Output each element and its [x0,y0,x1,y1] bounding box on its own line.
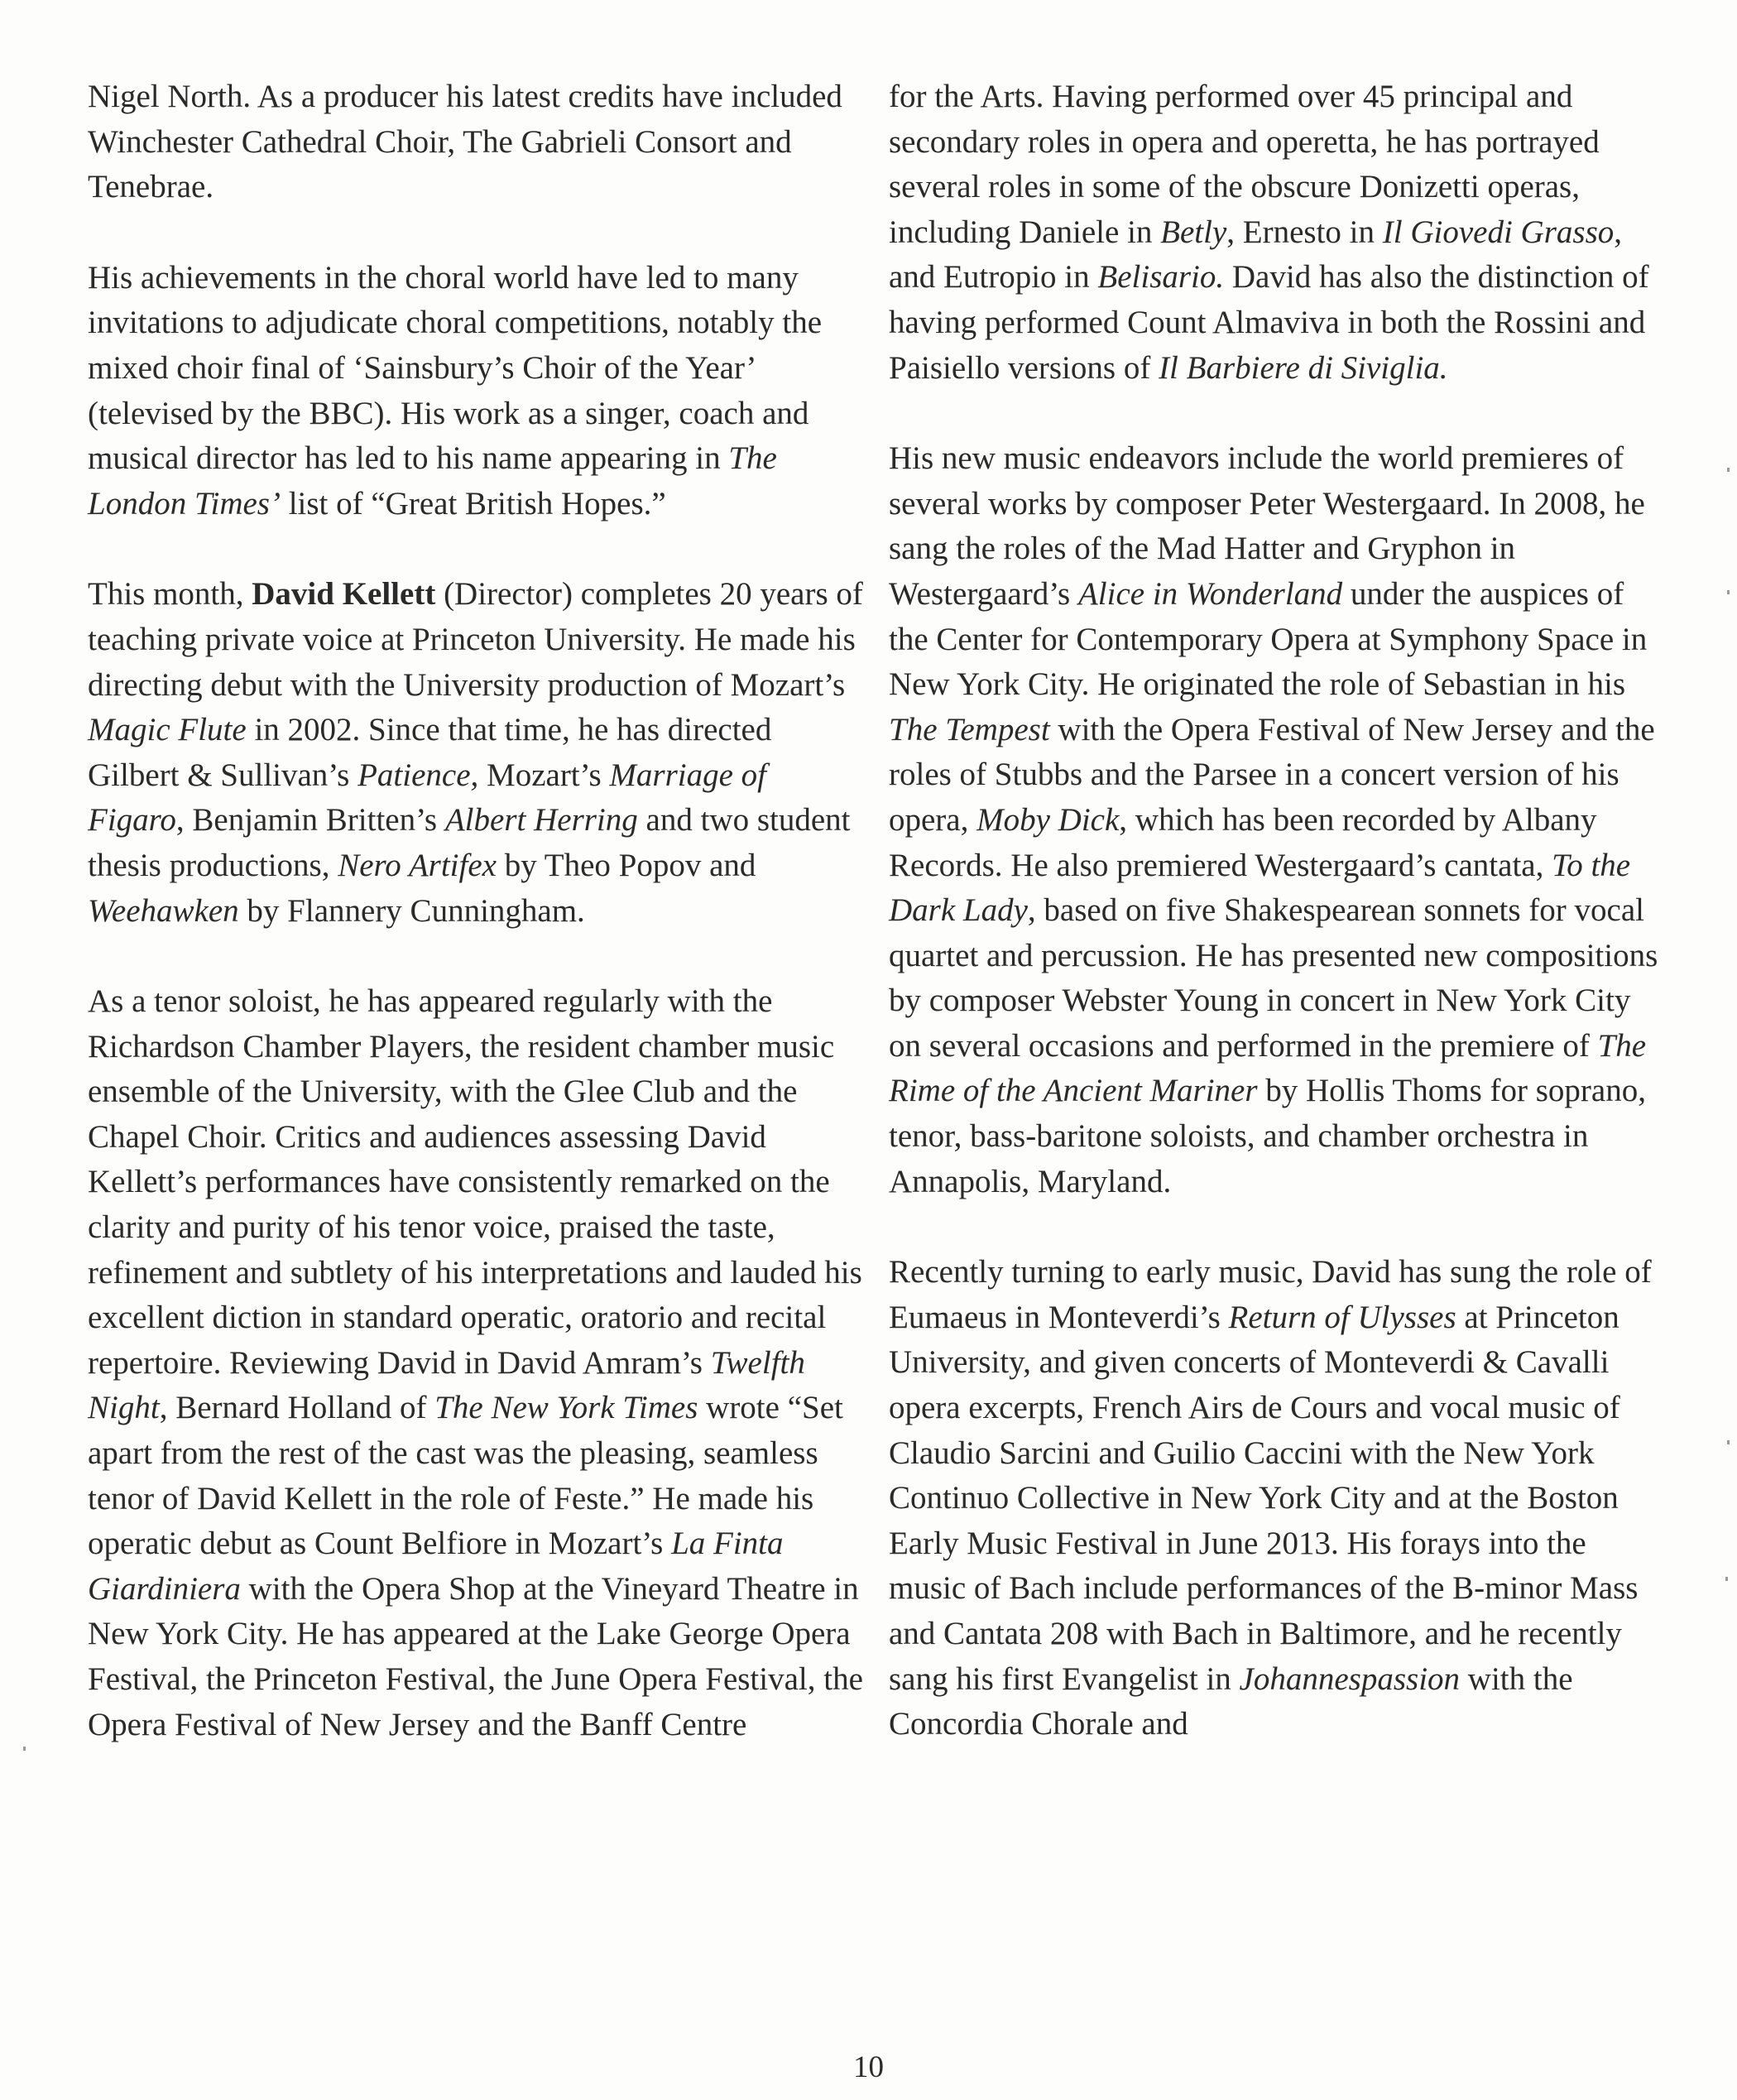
work-title: Il Giovedi Grasso [1382,214,1615,250]
publication-title: The New York Times [434,1390,698,1426]
scan-speck [1725,1577,1728,1581]
work-title: La Finta Giardiniera [88,1526,784,1607]
paragraph-new-music: His new music endeavors include the world premieres of several works by composer Peter Westergaard. In 2008, he sang the roles of the Mad Hatter and Gryphon in Westergaard’s Alice in Wonderland under the auspices of the Center for Contemporary Opera at Symphony Space in New York City. He originated the role of Sebastian in his The Tempest with the Opera Festival of New Jersey and the roles of Stubbs and the Parsee in a concert version of his opera, Moby Dick, which has been recorded by Albany Records. He also premiered Westergaard’s cantata, To the Dark Lady, based on five Shakespearean sonnets for vocal quartet and percussion. He has presented new compositions by composer Webster Young in concert in New York City on several occasions and performed in the premiere of The Rime of the Ancient Mariner by Hollis Thoms for soprano, tenor, bass-baritone soloists, and chamber orchestra in Annapolis, Maryland. [889,440,1658,1199]
page-number: 10 [853,2050,884,2084]
work-title: Alice in Wonderland [1077,575,1343,612]
work-title: Belisario. [1097,259,1225,296]
work-title: Marriage of Figaro [88,757,766,839]
work-title: Twelfth Night [88,1344,805,1426]
scan-speck [1727,1440,1730,1444]
work-title: To the Dark Lady [889,847,1631,929]
work-title: Albert Herring [444,802,638,839]
scan-speck [23,1747,26,1751]
work-title: Il Barbiere di Siviglia. [1159,349,1448,386]
paragraph-tenor-soloist: As a tenor soloist, he has appeared regularly with the Richardson Chamber Players, the resident chamber music ensemble of the University, with the Glee Club and the Chapel Choir. Critics and audiences assessing David Kellett’s performances have consistently remarked on the clarity and purity of his tenor voice, praised the taste, refinement and subtlety of his interpretations and lauded his excellent diction in standard operatic, oratorio and recital repertoire. Reviewing David in David Amram’s Twelfth Night, Bernard Holland of The New York Times wrote “Set apart from the rest of the cast was the pleasing, seamless tenor of David Kellett in the role of Feste.” He made his operatic debut as Count Belfiore in Mozart’s La Finta Giardiniera with the Opera Shop at the Vineyard Theatre in New York City. He has appeared at the Lake George Opera Festival, the Princeton Festival, the June Opera Festival, the Opera Festival of New Jersey and the Banff Centre [88,983,863,1742]
work-title: Betly [1160,214,1227,250]
work-title: Johannespassion [1239,1660,1461,1697]
scan-speck [1727,468,1730,472]
paragraph-opera-roles: for the Arts. Having performed over 45 principal and secondary roles in opera and operetta, he has portrayed several roles in some of the obscure Donizetti operas, including Daniele in Betly, Ernesto in Il Giovedi Grasso, and Eutropio in Belisario. David has also the distinction of having performed Count Almaviva in both the Rossini and Paisiello versions of Il Barbiere di Siviglia. [889,79,1649,386]
scan-speck [1727,590,1730,594]
left-column [88,74,866,1793]
publication-title: The London Times’ [88,440,777,521]
work-title: Moby Dick [976,801,1120,838]
work-title: Nero Artifex [338,847,497,883]
paragraph-producer-credits: Nigel North. As a producer his latest credits have included Winchester Cathedral Choir, The Gabrieli Consort and Tenebrae. [88,79,842,205]
work-title: Return of Ulysses [1228,1299,1456,1335]
work-title: The Rime of the Ancient Mariner [889,1027,1647,1109]
right-column [889,74,1667,1793]
work-title: Weehawken [88,892,239,929]
work-title: The Tempest [889,711,1050,747]
paragraph-david-kellett-intro: This month, David Kellett (Director) completes 20 years of teaching private voice at Princeton University. He made his directing debut with the University production of Mozart’s Magic Flute in 2002. Since that time, he has directed Gilbert & Sullivan’s Patience, Mozart’s Marriage of Figaro, Benjamin Britten’s Albert Herring and two student thesis productions, Nero Artifex by Theo Popov and Weehawken by Flannery Cunningham. [88,576,863,929]
work-title: Magic Flute [88,712,247,748]
person-name: David Kellett [252,576,436,613]
paragraph-early-music: Recently turning to early music, David has sung the role of Eumaeus in Monteverdi’s Return of Ulysses at Princeton University, and given concerts of Monteverdi & Cavalli opera excerpts, French Airs de Cours and vocal music of Claudio Sarcini and Guilio Caccini with the New York Continuo Collective in New York City and at the Boston Early Music Festival in June 2013. His forays into the music of Bach include performances of the B-minor Mass and Cantata 208 with Bach in Baltimore, and he recently sang his first Evangelist in Johannespassion with the Concordia Chorale and [889,1254,1652,1742]
paragraph-choral-achievements: His achievements in the choral world have led to many invitations to adjudicate choral competitions, notably the mixed choir final of ‘Sainsbury’s Choir of the Year’ (televised by the BBC). His work as a singer, coach and musical director has led to his name appearing in The London Times’ list of “Great British Hopes.” [88,259,823,521]
work-title: Patience, [357,757,479,793]
